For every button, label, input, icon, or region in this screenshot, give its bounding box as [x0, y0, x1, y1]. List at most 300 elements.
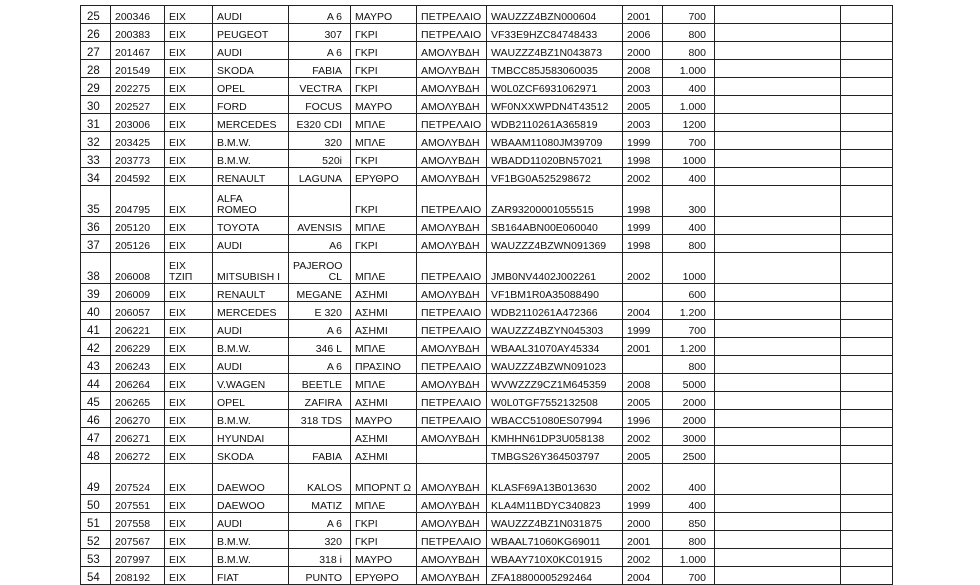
chassis-number-cell: WBAAM11080JM39709: [487, 132, 623, 150]
empty-cell: [715, 374, 841, 392]
value-cell: 5000: [663, 374, 715, 392]
year-cell: 2008: [623, 374, 663, 392]
color-cell: ΜΠΛΕ: [351, 253, 417, 284]
model-cell: Α 6: [289, 513, 351, 531]
model-cell: ZAFIRA: [289, 392, 351, 410]
empty-cell: [841, 513, 893, 531]
code-cell: 201549: [111, 60, 165, 78]
color-cell: ΓΚΡΙ: [351, 78, 417, 96]
make-cell: B.M.W.: [213, 132, 289, 150]
year-cell: [623, 356, 663, 374]
value-cell: 2000: [663, 410, 715, 428]
chassis-number-cell: TMBCC85J583060035: [487, 60, 623, 78]
empty-cell: [715, 513, 841, 531]
code-cell: 206057: [111, 302, 165, 320]
value-cell: 400: [663, 78, 715, 96]
chassis-number-cell: TMBGS26Y364503797: [487, 446, 623, 464]
table-row: [81, 567, 893, 585]
row-number-cell: 53: [81, 549, 111, 567]
code-cell: 206264: [111, 374, 165, 392]
empty-cell: [841, 150, 893, 168]
row-number-cell: 27: [81, 42, 111, 60]
vehicle-type-cell: ΕΙΧ: [165, 356, 213, 374]
color-cell: ΜΑΥΡΟ: [351, 96, 417, 114]
vehicle-type-cell: ΕΙΧ: [165, 513, 213, 531]
row-number-cell: 26: [81, 24, 111, 42]
color-cell: ΑΣΗΜΙ: [351, 446, 417, 464]
row-number-cell: 33: [81, 150, 111, 168]
color-cell: ΓΚΡΙ: [351, 531, 417, 549]
make-cell: DAEWOO: [213, 464, 289, 495]
year-cell: 2002: [623, 428, 663, 446]
code-cell: 207567: [111, 531, 165, 549]
vehicle-type-cell: ΕΙΧ: [165, 495, 213, 513]
empty-cell: [841, 320, 893, 338]
empty-cell: [715, 42, 841, 60]
chassis-number-cell: WAUZZZ4BZWN091369: [487, 235, 623, 253]
empty-cell: [841, 495, 893, 513]
chassis-number-cell: JMB0NV4402J002261: [487, 253, 623, 284]
year-cell: 2001: [623, 6, 663, 24]
chassis-number-cell: WBAAY710X0KC01915: [487, 549, 623, 567]
row-number-cell: 46: [81, 410, 111, 428]
empty-cell: [841, 410, 893, 428]
value-cell: 2000: [663, 392, 715, 410]
make-cell: MITSUBISH I: [213, 253, 289, 284]
make-cell: AUDI: [213, 320, 289, 338]
color-cell: ΓΚΡΙ: [351, 186, 417, 217]
chassis-number-cell: WAUZZZ4BZN000604: [487, 6, 623, 24]
row-number-cell: 54: [81, 567, 111, 585]
value-cell: 1.000: [663, 60, 715, 78]
make-cell: AUDI: [213, 235, 289, 253]
fuel-cell: ΑΜΟΛΥΒΔΗ: [417, 42, 487, 60]
fuel-cell: ΠΕΤΡΕΛΑΙΟ: [417, 356, 487, 374]
color-cell: ΜΑΥΡΟ: [351, 410, 417, 428]
empty-cell: [715, 78, 841, 96]
empty-cell: [715, 235, 841, 253]
row-number-cell: 40: [81, 302, 111, 320]
table-row: [81, 42, 893, 60]
empty-cell: [715, 392, 841, 410]
year-cell: 2002: [623, 168, 663, 186]
color-cell: ΜΠΛΕ: [351, 132, 417, 150]
value-cell: 700: [663, 320, 715, 338]
table-row: [81, 320, 893, 338]
fuel-cell: ΑΜΟΛΥΒΔΗ: [417, 132, 487, 150]
value-cell: 400: [663, 464, 715, 495]
year-cell: 2004: [623, 302, 663, 320]
fuel-cell: ΠΕΤΡΕΛΑΙΟ: [417, 6, 487, 24]
empty-cell: [715, 150, 841, 168]
chassis-number-cell: WF0NXXWPDN4T43512: [487, 96, 623, 114]
make-cell: OPEL: [213, 78, 289, 96]
code-cell: 203006: [111, 114, 165, 132]
year-cell: 1999: [623, 495, 663, 513]
color-cell: ΜΠΟΡΝΤ Ω: [351, 464, 417, 495]
code-cell: 200383: [111, 24, 165, 42]
year-cell: 2003: [623, 114, 663, 132]
fuel-cell: ΑΜΟΛΥΒΔΗ: [417, 96, 487, 114]
row-number-cell: 52: [81, 531, 111, 549]
value-cell: 700: [663, 132, 715, 150]
value-cell: 3000: [663, 428, 715, 446]
value-cell: 1.000: [663, 96, 715, 114]
row-number-cell: 44: [81, 374, 111, 392]
fuel-cell: ΠΕΤΡΕΛΑΙΟ: [417, 186, 487, 217]
color-cell: ΜΠΛΕ: [351, 495, 417, 513]
table-row: [81, 338, 893, 356]
value-cell: 1.200: [663, 302, 715, 320]
value-cell: 400: [663, 495, 715, 513]
model-cell: 346 L: [289, 338, 351, 356]
code-cell: 203425: [111, 132, 165, 150]
model-cell: A 6: [289, 320, 351, 338]
year-cell: 2002: [623, 253, 663, 284]
vehicle-type-cell: ΕΙΧ: [165, 464, 213, 495]
color-cell: ΓΚΡΙ: [351, 60, 417, 78]
empty-cell: [715, 132, 841, 150]
code-cell: 206243: [111, 356, 165, 374]
vehicle-type-cell: ΕΙΧ: [165, 96, 213, 114]
code-cell: 204795: [111, 186, 165, 217]
empty-cell: [715, 168, 841, 186]
table-row: [81, 284, 893, 302]
year-cell: 2006: [623, 24, 663, 42]
value-cell: 1000: [663, 253, 715, 284]
color-cell: ΑΣΗΜΙ: [351, 428, 417, 446]
model-cell: 320: [289, 132, 351, 150]
code-cell: 207558: [111, 513, 165, 531]
vehicle-type-cell: ΕΙΧ: [165, 446, 213, 464]
empty-cell: [715, 567, 841, 585]
table-row: [81, 513, 893, 531]
year-cell: 1999: [623, 132, 663, 150]
chassis-number-cell: ZFA18800005292464: [487, 567, 623, 585]
color-cell: ΓΚΡΙ: [351, 24, 417, 42]
fuel-cell: [417, 446, 487, 464]
vehicle-type-cell: ΕΙΧ ΤΖΙΠ: [165, 253, 213, 284]
empty-cell: [841, 42, 893, 60]
model-cell: KALOS: [289, 464, 351, 495]
table-row: [81, 217, 893, 235]
empty-cell: [715, 338, 841, 356]
empty-cell: [715, 320, 841, 338]
empty-cell: [715, 253, 841, 284]
year-cell: 1998: [623, 186, 663, 217]
model-cell: FABIA: [289, 60, 351, 78]
table-row: [81, 428, 893, 446]
vehicle-type-cell: ΕΙΧ: [165, 567, 213, 585]
color-cell: ΕΡΥΘΡΟ: [351, 168, 417, 186]
vehicle-type-cell: ΕΙΧ: [165, 374, 213, 392]
make-cell: SKODA: [213, 60, 289, 78]
year-cell: 2004: [623, 567, 663, 585]
empty-cell: [715, 446, 841, 464]
code-cell: 206221: [111, 320, 165, 338]
table-row: [81, 392, 893, 410]
table-row: [81, 24, 893, 42]
empty-cell: [841, 356, 893, 374]
model-cell: E 320: [289, 302, 351, 320]
chassis-number-cell: WAUZZZ4BZWN091023: [487, 356, 623, 374]
empty-cell: [715, 114, 841, 132]
code-cell: 202275: [111, 78, 165, 96]
model-cell: 318 i: [289, 549, 351, 567]
model-cell: MATIZ: [289, 495, 351, 513]
fuel-cell: ΠΕΤΡΕΛΑΙΟ: [417, 410, 487, 428]
row-number-cell: 32: [81, 132, 111, 150]
color-cell: ΠΡΑΣΙΝΟ: [351, 356, 417, 374]
make-cell: B.M.W.: [213, 410, 289, 428]
empty-cell: [841, 217, 893, 235]
table-body: [81, 6, 893, 585]
empty-cell: [841, 24, 893, 42]
chassis-number-cell: KLA4M11BDYC340823: [487, 495, 623, 513]
table-row: [81, 495, 893, 513]
chassis-number-cell: W0L0ZCF6931062971: [487, 78, 623, 96]
chassis-number-cell: WBAAL31070AY45334: [487, 338, 623, 356]
row-number-cell: 51: [81, 513, 111, 531]
value-cell: 800: [663, 235, 715, 253]
empty-cell: [841, 284, 893, 302]
model-cell: [289, 186, 351, 217]
make-cell: OPEL: [213, 392, 289, 410]
empty-cell: [715, 428, 841, 446]
make-cell: DAEWOO: [213, 495, 289, 513]
color-cell: ΜΑΥΡΟ: [351, 6, 417, 24]
empty-cell: [715, 6, 841, 24]
row-number-cell: 48: [81, 446, 111, 464]
color-cell: ΜΠΛΕ: [351, 217, 417, 235]
model-cell: Α 6: [289, 42, 351, 60]
make-cell: AUDI: [213, 513, 289, 531]
empty-cell: [841, 6, 893, 24]
table-row: [81, 78, 893, 96]
empty-cell: [841, 549, 893, 567]
year-cell: 1998: [623, 235, 663, 253]
empty-cell: [715, 24, 841, 42]
vehicle-type-cell: ΕΙΧ: [165, 320, 213, 338]
make-cell: ALFA ROMEO: [213, 186, 289, 217]
model-cell: [289, 428, 351, 446]
make-cell: MERCEDES: [213, 114, 289, 132]
make-cell: FORD: [213, 96, 289, 114]
value-cell: 850: [663, 513, 715, 531]
row-number-cell: 49: [81, 464, 111, 495]
empty-cell: [715, 60, 841, 78]
fuel-cell: ΑΜΟΛΥΒΔΗ: [417, 338, 487, 356]
model-cell: PUNTO: [289, 567, 351, 585]
table-row: [81, 374, 893, 392]
table-row: [81, 235, 893, 253]
fuel-cell: ΠΕΤΡΕΛΑΙΟ: [417, 253, 487, 284]
code-cell: 207997: [111, 549, 165, 567]
chassis-number-cell: WBAAL71060KG69011: [487, 531, 623, 549]
fuel-cell: ΑΜΟΛΥΒΔΗ: [417, 168, 487, 186]
year-cell: 1996: [623, 410, 663, 428]
fuel-cell: ΠΕΤΡΕΛΑΙΟ: [417, 320, 487, 338]
value-cell: 1000: [663, 150, 715, 168]
fuel-cell: ΠΕΤΡΕΛΑΙΟ: [417, 24, 487, 42]
row-number-cell: 50: [81, 495, 111, 513]
table-row: [81, 96, 893, 114]
vehicle-type-cell: ΕΙΧ: [165, 186, 213, 217]
year-cell: 2008: [623, 60, 663, 78]
value-cell: 400: [663, 168, 715, 186]
fuel-cell: ΠΕΤΡΕΛΑΙΟ: [417, 302, 487, 320]
table-row: [81, 186, 893, 217]
empty-cell: [841, 253, 893, 284]
model-cell: A6: [289, 235, 351, 253]
vehicle-type-cell: ΕΙΧ: [165, 410, 213, 428]
code-cell: 203773: [111, 150, 165, 168]
vehicle-type-cell: ΕΙΧ: [165, 24, 213, 42]
vehicle-type-cell: ΕΙΧ: [165, 42, 213, 60]
empty-cell: [715, 302, 841, 320]
row-number-cell: 34: [81, 168, 111, 186]
empty-cell: [715, 356, 841, 374]
vehicle-type-cell: ΕΙΧ: [165, 338, 213, 356]
year-cell: 2005: [623, 392, 663, 410]
make-cell: AUDI: [213, 42, 289, 60]
fuel-cell: ΑΜΟΛΥΒΔΗ: [417, 235, 487, 253]
empty-cell: [841, 186, 893, 217]
make-cell: FIAT: [213, 567, 289, 585]
fuel-cell: ΑΜΟΛΥΒΔΗ: [417, 78, 487, 96]
value-cell: 800: [663, 24, 715, 42]
row-number-cell: 37: [81, 235, 111, 253]
vehicle-type-cell: ΕΙΧ: [165, 302, 213, 320]
year-cell: 2001: [623, 338, 663, 356]
empty-cell: [841, 531, 893, 549]
fuel-cell: ΠΕΤΡΕΛΑΙΟ: [417, 114, 487, 132]
make-cell: MERCEDES: [213, 302, 289, 320]
vehicle-type-cell: ΕΙΧ: [165, 150, 213, 168]
fuel-cell: ΑΜΟΛΥΒΔΗ: [417, 374, 487, 392]
vehicle-type-cell: ΕΙΧ: [165, 531, 213, 549]
vehicle-type-cell: ΕΙΧ: [165, 217, 213, 235]
empty-cell: [841, 567, 893, 585]
empty-cell: [841, 428, 893, 446]
model-cell: A 6: [289, 356, 351, 374]
table-row: [81, 150, 893, 168]
make-cell: PEUGEOT: [213, 24, 289, 42]
fuel-cell: ΠΕΤΡΕΛΑΙΟ: [417, 531, 487, 549]
chassis-number-cell: WAUZZZ4BZ1N043873: [487, 42, 623, 60]
vehicle-type-cell: ΕΙΧ: [165, 60, 213, 78]
model-cell: MEGANE: [289, 284, 351, 302]
empty-cell: [715, 410, 841, 428]
code-cell: 206009: [111, 284, 165, 302]
model-cell: E320 CDI: [289, 114, 351, 132]
table-row: [81, 60, 893, 78]
value-cell: 700: [663, 6, 715, 24]
empty-cell: [841, 96, 893, 114]
empty-cell: [841, 446, 893, 464]
empty-cell: [715, 549, 841, 567]
chassis-number-cell: WAUZZZ4BZ1N031875: [487, 513, 623, 531]
vehicle-type-cell: ΕΙΧ: [165, 6, 213, 24]
vehicle-type-cell: ΕΙΧ: [165, 168, 213, 186]
fuel-cell: ΑΜΟΛΥΒΔΗ: [417, 428, 487, 446]
color-cell: ΜΠΛΕ: [351, 374, 417, 392]
chassis-number-cell: WDB2110261A365819: [487, 114, 623, 132]
vehicle-type-cell: ΕΙΧ: [165, 392, 213, 410]
fuel-cell: ΑΜΟΛΥΒΔΗ: [417, 549, 487, 567]
model-cell: VECTRA: [289, 78, 351, 96]
color-cell: ΑΣΗΜΙ: [351, 284, 417, 302]
row-number-cell: 36: [81, 217, 111, 235]
value-cell: 1.000: [663, 549, 715, 567]
empty-cell: [841, 338, 893, 356]
fuel-cell: ΑΜΟΛΥΒΔΗ: [417, 217, 487, 235]
value-cell: 800: [663, 356, 715, 374]
chassis-number-cell: SB164ABN00E060040: [487, 217, 623, 235]
vehicle-type-cell: ΕΙΧ: [165, 549, 213, 567]
value-cell: 800: [663, 531, 715, 549]
model-cell: FOCUS: [289, 96, 351, 114]
vehicle-type-cell: ΕΙΧ: [165, 114, 213, 132]
fuel-cell: ΑΜΟΛΥΒΔΗ: [417, 464, 487, 495]
code-cell: 204592: [111, 168, 165, 186]
make-cell: RENAULT: [213, 284, 289, 302]
code-cell: 206008: [111, 253, 165, 284]
empty-cell: [715, 531, 841, 549]
empty-cell: [715, 186, 841, 217]
fuel-cell: ΑΜΟΛΥΒΔΗ: [417, 284, 487, 302]
year-cell: 2002: [623, 549, 663, 567]
code-cell: 202527: [111, 96, 165, 114]
row-number-cell: 42: [81, 338, 111, 356]
value-cell: 1200: [663, 114, 715, 132]
make-cell: HYUNDAI: [213, 428, 289, 446]
empty-cell: [715, 96, 841, 114]
row-number-cell: 35: [81, 186, 111, 217]
fuel-cell: ΑΜΟΛΥΒΔΗ: [417, 60, 487, 78]
value-cell: 800: [663, 42, 715, 60]
model-cell: PAJEROO CL: [289, 253, 351, 284]
code-cell: 207551: [111, 495, 165, 513]
model-cell: 320: [289, 531, 351, 549]
table-row: [81, 464, 893, 495]
fuel-cell: ΑΜΟΛΥΒΔΗ: [417, 567, 487, 585]
table-row: [81, 302, 893, 320]
chassis-number-cell: WAUZZZ4BZYN045303: [487, 320, 623, 338]
chassis-number-cell: KMHHN61DP3U058138: [487, 428, 623, 446]
year-cell: 1998: [623, 150, 663, 168]
empty-cell: [841, 235, 893, 253]
model-cell: 318 TDS: [289, 410, 351, 428]
row-number-cell: 47: [81, 428, 111, 446]
make-cell: TOYOTA: [213, 217, 289, 235]
code-cell: 205120: [111, 217, 165, 235]
code-cell: 205126: [111, 235, 165, 253]
make-cell: RENAULT: [213, 168, 289, 186]
code-cell: 200346: [111, 6, 165, 24]
model-cell: Α 6: [289, 6, 351, 24]
value-cell: 600: [663, 284, 715, 302]
empty-cell: [715, 284, 841, 302]
color-cell: ΓΚΡΙ: [351, 235, 417, 253]
table-row: [81, 531, 893, 549]
vehicle-type-cell: ΕΙΧ: [165, 235, 213, 253]
year-cell: 2005: [623, 446, 663, 464]
make-cell: B.M.W.: [213, 338, 289, 356]
table-row: [81, 253, 893, 284]
code-cell: 206271: [111, 428, 165, 446]
value-cell: 1.200: [663, 338, 715, 356]
